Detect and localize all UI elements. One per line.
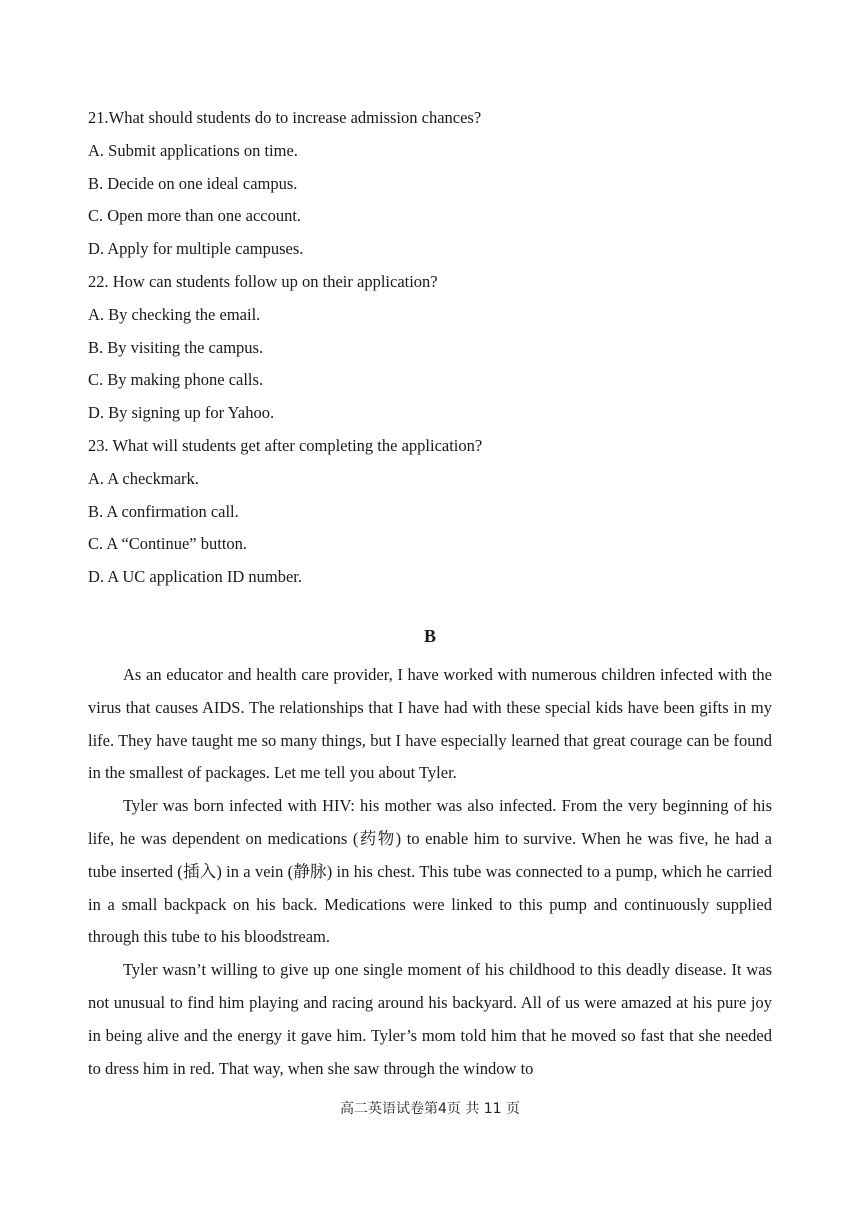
question-22 <box>88 270 778 434</box>
question-23 <box>88 434 778 598</box>
option-c: C. Open more than one account. <box>88 206 302 226</box>
option-d: D. Apply for multiple campuses. <box>88 239 304 259</box>
option-d: D. By signing up for Yahoo. <box>88 403 275 423</box>
option-c: C. By making phone calls. <box>88 370 264 390</box>
option-b: B. By visiting the campus. <box>88 337 264 357</box>
option-a: A. A checkmark. <box>88 468 199 488</box>
passage-paragraph: Tyler wasn’t willing to give up one single moment of his childhood to this deadly disease. It was not unusual to find him playing and racing around his backyard. All of us were amazed at his pure joy in being alive and the energy it gave him. Tyler’s mom told him that he moved so fast that she needed to dress him in red. That way, when she saw through the window to <box>88 960 772 1078</box>
reading-passage <box>88 659 772 1085</box>
section-title: B <box>423 626 436 646</box>
question-stem: 23. What will students get after completing the application? <box>88 435 483 455</box>
question-stem: 21.What should students do to increase admission chances? <box>88 108 482 127</box>
question-21 <box>88 106 778 270</box>
option-b: B. Decide on one ideal campus. <box>88 173 298 193</box>
passage-paragraph: As an educator and health care provider, I have worked with numerous children infected with the virus that causes AIDS. The relationships that I have had with these special kids have been gifts in my life. They have taught me so many things, but I have especially learned that great courage can be found in the smallest of packages. Let me tell you about Tyler. <box>88 665 772 783</box>
page-footer: 高二英语试卷第4页 共 11 页 <box>339 1101 521 1117</box>
option-c: C. A “Continue” button. <box>88 534 248 554</box>
option-b: B. A confirmation call. <box>88 501 239 521</box>
option-a: A. By checking the email. <box>88 304 261 324</box>
passage-paragraph: Tyler was born infected with HIV: his mother was also infected. From the very beginning of his life, he was dependent on medications (药物) to enable him to survive. When he was five, he had a tube inserted (插入) in a vein (静脉) in his chest. This tube was connected to a pump, which he carried in a small backpack on his back. Medications were linked to this pump and continuously supplied through this tube to his bloodstream. <box>88 796 772 947</box>
option-d: D. A UC application ID number. <box>88 567 303 587</box>
question-list <box>88 106 778 598</box>
question-stem: 22. How can students follow up on their application? <box>88 271 438 291</box>
option-a: A. Submit applications on time. <box>88 140 298 160</box>
